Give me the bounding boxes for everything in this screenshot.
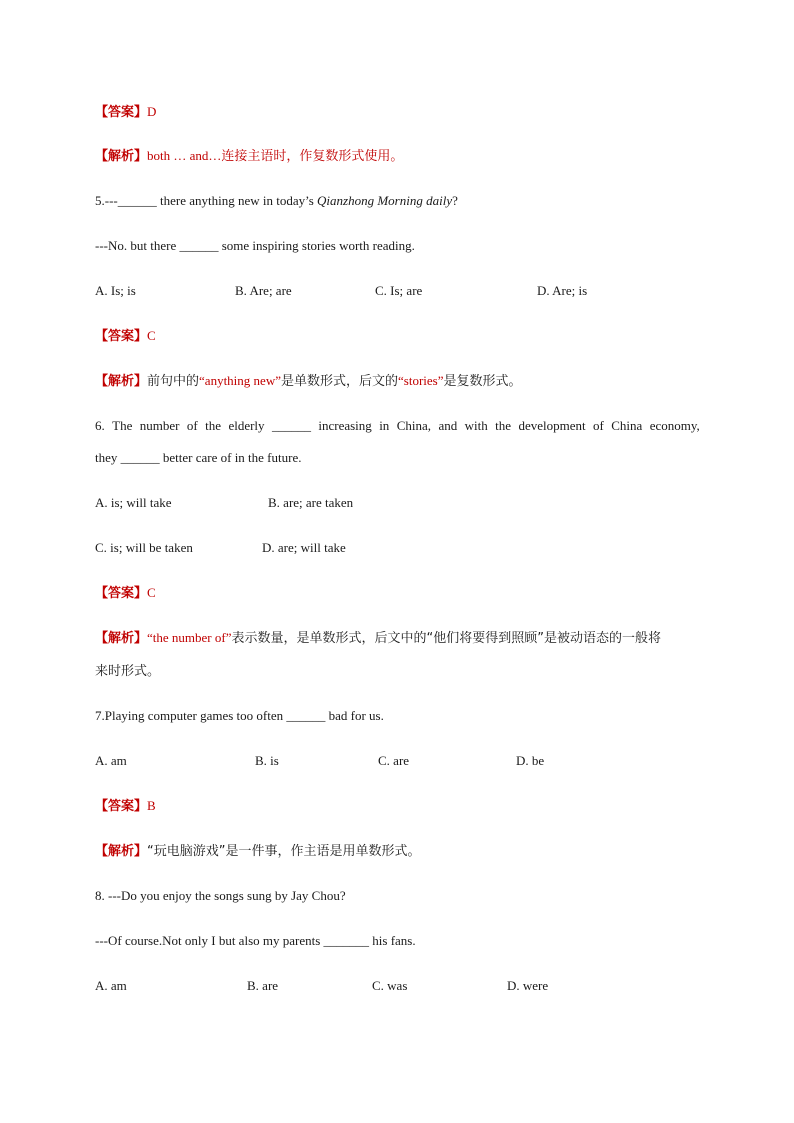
option-d: D. are; will take xyxy=(262,540,346,555)
analysis-label: 【解析】 xyxy=(95,631,148,646)
question-word: China, xyxy=(396,418,432,433)
question-7 xyxy=(95,707,384,725)
option-c: C. are xyxy=(378,753,410,768)
option-d: D. Are; is xyxy=(537,283,588,298)
analysis-label: 【解析】 xyxy=(95,374,148,389)
analysis-line-4 xyxy=(95,147,403,166)
option-a: A. am xyxy=(95,978,127,993)
question-5-line-2 xyxy=(95,237,415,255)
question-word: China xyxy=(611,418,643,433)
option-b: B. are xyxy=(247,978,279,993)
option-c: C. is; will be taken xyxy=(95,540,193,555)
question-8-line-1 xyxy=(95,887,346,905)
question-word: ______ xyxy=(271,418,311,433)
option-a: A. am xyxy=(95,753,127,768)
answer-line-6 xyxy=(95,584,156,603)
question-word: the xyxy=(205,418,222,433)
answer-line-5 xyxy=(95,327,156,346)
option-b: B. are; are taken xyxy=(268,495,354,510)
answer-label: 【答案】 xyxy=(95,329,148,344)
answer-line-7 xyxy=(95,797,156,816)
analysis-text: 是单数形式，后文的 xyxy=(280,374,398,389)
question-5-line-1 xyxy=(95,192,458,210)
question-text-end: ? xyxy=(452,193,458,208)
question-word: with xyxy=(464,418,488,433)
question-word: development xyxy=(518,418,586,433)
answer-value: D xyxy=(147,104,157,119)
question-text: ---Of course.Not only I but also my parents _______ his fans. xyxy=(95,933,416,948)
option-c: C. Is; are xyxy=(375,283,423,298)
answer-label: 【答案】 xyxy=(95,586,148,601)
answer-value: C xyxy=(147,585,156,600)
question-6-line-1 xyxy=(95,417,700,435)
analysis-line-7 xyxy=(95,842,421,861)
analysis-text: 前句中的 xyxy=(147,374,200,389)
question-word: economy, xyxy=(649,418,700,433)
newspaper-title: Qianzhong Morning daily xyxy=(317,193,453,208)
answer-line-4 xyxy=(95,103,156,122)
analysis-line-5 xyxy=(95,372,522,391)
analysis-term: “the number of” xyxy=(147,630,232,645)
question-6-line-2 xyxy=(95,449,301,467)
question-word: elderly xyxy=(228,418,265,433)
question-word: of xyxy=(593,418,604,433)
answer-value: C xyxy=(147,328,156,343)
analysis-text-en: both … and… xyxy=(147,148,222,163)
question-text: 7.Playing computer games too often ______ bad for us. xyxy=(95,708,384,723)
analysis-line-6-cont xyxy=(95,662,160,681)
question-number: 5. xyxy=(95,193,105,208)
analysis-line-6 xyxy=(95,629,661,648)
question-word: the xyxy=(495,418,512,433)
question-word: The xyxy=(112,418,133,433)
option-a: A. Is; is xyxy=(95,283,136,298)
question-text: ---______ there anything new in today’s xyxy=(104,193,318,208)
question-text: ---No. but there ______ some inspiring stories worth reading. xyxy=(95,238,415,253)
question-word: of xyxy=(186,418,198,433)
answer-label: 【答案】 xyxy=(95,105,148,120)
question-word: number xyxy=(139,418,180,433)
question-word: increasing xyxy=(318,418,372,433)
option-c: C. was xyxy=(372,978,408,993)
option-d: D. were xyxy=(507,978,549,993)
option-b: B. is xyxy=(255,753,279,768)
analysis-text: “玩电脑游戏”是一件事，作主语是用单数形式。 xyxy=(147,844,421,859)
answer-value: B xyxy=(147,798,156,813)
analysis-text: 是复数形式。 xyxy=(443,374,522,389)
question-word: 6. xyxy=(95,418,105,433)
option-b: B. Are; are xyxy=(235,283,292,298)
analysis-text: 来时形式。 xyxy=(95,664,161,679)
analysis-text: 表示数量，是单数形式，后文中的“他们将要得到照顾”是被动语态的一般将 xyxy=(231,631,661,646)
analysis-label: 【解析】 xyxy=(95,844,148,859)
analysis-label: 【解析】 xyxy=(95,149,148,164)
question-8-line-2 xyxy=(95,932,416,950)
analysis-term: “stories” xyxy=(398,373,444,388)
question-word: in xyxy=(379,418,390,433)
option-a: A. is; will take xyxy=(95,495,172,510)
option-d: D. be xyxy=(516,753,545,768)
question-text: 8. ---Do you enjoy the songs sung by Jay Chou? xyxy=(95,888,346,903)
answer-label: 【答案】 xyxy=(95,799,148,814)
question-text: they ______ better care of in the future. xyxy=(95,450,302,465)
analysis-term: “anything new” xyxy=(199,373,281,388)
question-word: and xyxy=(438,418,458,433)
analysis-text-cn: 连接主语时，作复数形式使用。 xyxy=(221,149,404,164)
